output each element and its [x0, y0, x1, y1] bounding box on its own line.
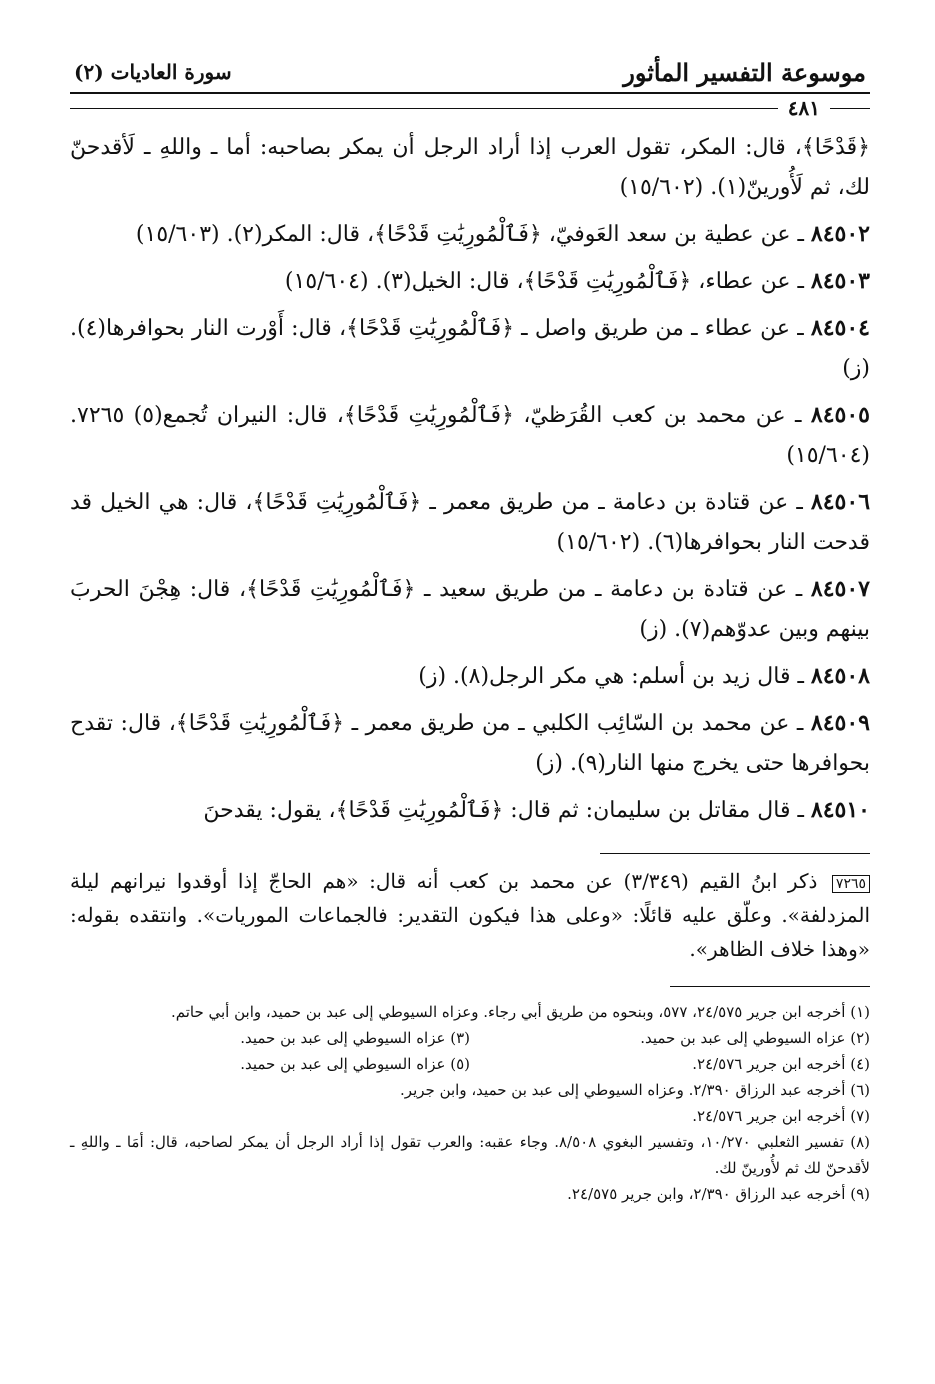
footnote: (٨) تفسير الثعلبي ١٠/٢٧٠، وتفسير البغوي ٨/٥٠٨. وجاء عقبه: والعرب تقول إذا أراد الرجل أن يمكر لصاحبه، قال: أمَا ـ واللهِ ـ لأقدحنّ لك ثم لأُورينّ لك. [70, 1133, 870, 1177]
book-title: موسوعة التفسير المأثور [623, 57, 866, 87]
entry [70, 482, 870, 563]
footnote: (٥) عزاه السيوطي إلى عبد بن حميد. [240, 1055, 470, 1073]
commentary-tag: ٧٢٦٥ [832, 875, 870, 893]
entry [70, 656, 870, 697]
entry-number: ٨٤٥١٠ [810, 797, 870, 823]
entry-text: ـ قال مقاتل بن سليمان: ثم قال: ﴿فَٱلْمُورِيَٰتِ قَدْحًا﴾، يقول: يقدحنَ [203, 798, 804, 823]
page [70, 52, 870, 1207]
entry [70, 308, 870, 389]
footnote: (٢) عزاه السيوطي إلى عبد بن حميد. [640, 1029, 870, 1047]
entry-continuation [70, 128, 870, 208]
entry [70, 395, 870, 476]
entry-text: ـ عن قتادة بن دعامة ـ من طريق معمر ـ ﴿فَٱلْمُورِيَٰتِ قَدْحًا﴾، قال: هي الخيل قد قدحت النار بحوافرها(٦). (١٥/٦٠٢) [70, 490, 870, 555]
entry-text: ـ عن عطاء ـ من طريق واصل ـ ﴿فَٱلْمُورِيَٰتِ قَدْحًا﴾، قال: أَوْرت النار بحوافرها(٤). (ز) [70, 316, 870, 381]
entry-text: ـ عن عطاء، ﴿فَٱلْمُورِيَٰتِ قَدْحًا﴾، قال: الخيل(٣). (١٥/٦٠٤) [284, 269, 804, 294]
commentary-text: ذكر ابنُ القيم (٣/٣٤٩) عن محمد بن كعب أنه قال: «هم الحاجّ إذا أوقدوا نيرانهم ليلة المزدلفة». وعلّق عليه قائلًا: «وعلى هذا فيكون التقدير: فالجماعات الموريات». وانتقده بقوله: «وهذا خلاف الظاهر». [70, 869, 870, 961]
entry [70, 703, 870, 784]
entry [70, 261, 870, 302]
surah-title: سورة العاديات (٢) [74, 60, 232, 84]
entry-text: ـ قال زيد بن أسلم: هي مكر الرجل(٨). (ز) [418, 664, 804, 689]
entry-text: ـ عن محمد بن كعب القُرَظيّ، ﴿فَٱلْمُورِيَٰتِ قَدْحًا﴾، قال: النيران تُجمع(٥) ٧٢٦٥. (١٥/٦٠٤) [70, 403, 870, 468]
entry [70, 214, 870, 255]
footnotes [70, 999, 870, 1207]
footnote: (١) أخرجه ابن جرير ٢٤/٥٧٥، ٥٧٧، وبنحوه من طريق أبي رجاء. وعزاه السيوطي إلى عبد بن حميد، وابن أبي حاتم. [170, 1003, 870, 1021]
commentary-divider [600, 853, 870, 854]
footnote: (٧) أخرجه ابن جرير ٢٤/٥٧٦. [692, 1107, 870, 1125]
footnote-divider [670, 986, 870, 987]
entry-number: ٨٤٥٠٩ [810, 710, 870, 736]
commentary [70, 864, 870, 966]
entry [70, 790, 870, 831]
entry-number: ٨٤٥٠٧ [810, 576, 870, 602]
entry-text: ـ عن قتادة بن دعامة ـ من طريق سعيد ـ ﴿فَٱلْمُورِيَٰتِ قَدْحًا﴾، قال: هِجْنَ الحربَ بينهم وبين عدوّهم(٧). (ز) [70, 577, 870, 642]
footnote: (٦) أخرجه عبد الرزاق ٢/٣٩٠. وعزاه السيوطي إلى عبد بن حميد، وابن جرير. [400, 1081, 870, 1099]
entry-text: ـ عن عطية بن سعد العَوفيّ، ﴿فَٱلْمُورِيَٰتِ قَدْحًا﴾، قال: المكر(٢). (١٥/٦٠٣) [135, 222, 804, 247]
entry-number: ٨٤٥٠٢ [810, 221, 870, 247]
footnote-row [70, 1025, 870, 1051]
entry-number: ٨٤٥٠٦ [810, 489, 871, 515]
entry-number: ٨٤٥٠٤ [810, 315, 870, 341]
entry-text: ﴿قَدْحًا﴾، قال: المكر، تقول العرب إذا أراد الرجل أن يمكر بصاحبه: أما ـ واللهِ ـ لَأقدحنّ لك، ثم لَأُورينّ(١). (١٥/٦٠٢) [70, 135, 870, 200]
page-number-row [70, 94, 870, 122]
footnote: (٤) أخرجه ابن جرير ٢٤/٥٧٦. [692, 1055, 870, 1073]
entry-number: ٨٤٥٠٣ [810, 268, 870, 294]
page-header [70, 52, 870, 94]
entry-text: ـ عن محمد بن السّائِب الكلبي ـ من طريق معمر ـ ﴿فَٱلْمُورِيَٰتِ قَدْحًا﴾، قال: تقدح بحوافرها حتى يخرج منها النار(٩). (ز) [70, 711, 870, 776]
entry-number: ٨٤٥٠٥ [810, 402, 870, 428]
entry-number: ٨٤٥٠٨ [810, 663, 870, 689]
footnote: (٩) أخرجه عبد الرزاق ٢/٣٩٠، وابن جرير ٢٤/٥٧٥. [567, 1185, 870, 1203]
entry [70, 569, 870, 650]
footnote-row [70, 1051, 870, 1077]
footnote: (٣) عزاه السيوطي إلى عبد بن حميد. [240, 1029, 470, 1047]
main-text [70, 128, 870, 831]
page-number: ٤٨١ [778, 96, 830, 120]
